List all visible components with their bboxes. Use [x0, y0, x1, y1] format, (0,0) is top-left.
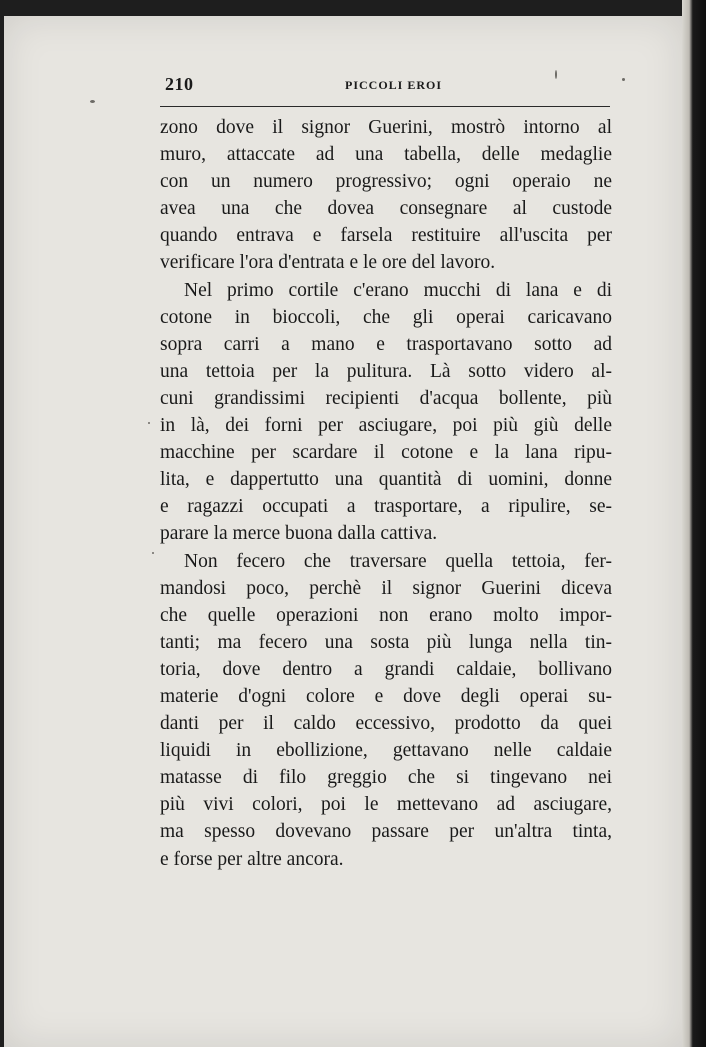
text-line: mandosi poco, perchè il signor Guerini diceva — [160, 577, 612, 599]
text-line: verificare l'ora d'entrata e le ore del lavoro. — [160, 252, 496, 274]
text-line: matasse di filo greggio che si tingevano nei — [160, 767, 612, 789]
text-line: danti per il caldo eccessivo, prodotto da quei — [160, 713, 612, 735]
paper-speck — [90, 100, 95, 103]
text-line: avea una che dovea consegnare al custode — [160, 198, 612, 220]
paragraph-start-line: Nel primo cortile c'erano mucchi di lana e di — [184, 279, 612, 301]
text-line: e ragazzi occupati a trasportare, a ripulire, se- — [160, 496, 612, 518]
text-line: cotone in bioccoli, che gli operai caricavano — [160, 306, 612, 328]
text-line: ma spesso dovevano passare per un'altra tinta, — [160, 821, 612, 843]
paper-speck — [555, 70, 557, 79]
paper-speck — [152, 552, 154, 554]
paragraph-start-line: Non fecero che traversare quella tettoia, fer- — [184, 550, 612, 572]
text-line: sopra carri a mano e trasportavano sotto ad — [160, 333, 612, 355]
text-line: parare la merce buona dalla cattiva. — [160, 523, 438, 545]
text-line: muro, attaccate ad una tabella, delle medaglie — [160, 144, 612, 166]
paper-speck — [622, 78, 625, 81]
running-header — [165, 71, 610, 97]
text-line: con un numero progressivo; ogni operaio ne — [160, 171, 612, 193]
text-line: liquidi in ebollizione, gettavano nelle caldaie — [160, 740, 612, 762]
text-line: toria, dove dentro a grandi caldaie, bollivano — [160, 658, 612, 680]
text-line: in là, dei forni per asciugare, poi più giù delle — [160, 415, 612, 437]
text-line: lita, e dappertutto una quantità di uomini, donne — [160, 469, 612, 491]
paper-speck — [148, 422, 150, 424]
text-line: più vivi colori, poi le mettevano ad asciugare, — [160, 794, 612, 816]
running-title: PICCOLI EROI — [345, 78, 443, 92]
text-line: cuni grandissimi recipienti d'acqua bollente, più — [160, 387, 612, 409]
text-line: che quelle operazioni non erano molto impor- — [160, 604, 612, 626]
header-rule — [160, 106, 610, 107]
text-line: tanti; ma fecero una sosta più lunga nella tin- — [160, 631, 612, 653]
page-number: 210 — [165, 74, 194, 94]
body-text — [160, 114, 612, 873]
text-line: materie d'ogni colore e dove degli operai su- — [160, 685, 612, 707]
text-line: una tettoia per la pulitura. Là sotto videro al- — [160, 360, 612, 382]
text-line: quando entrava e farsela restituire all'uscita per — [160, 225, 612, 247]
text-line: zono dove il signor Guerini, mostrò intorno al — [160, 117, 612, 138]
text-line: e forse per altre ancora. — [160, 848, 344, 870]
text-line: macchine per scardare il cotone e la lana ripu- — [160, 442, 612, 464]
book-spine-shadow — [682, 0, 706, 1047]
